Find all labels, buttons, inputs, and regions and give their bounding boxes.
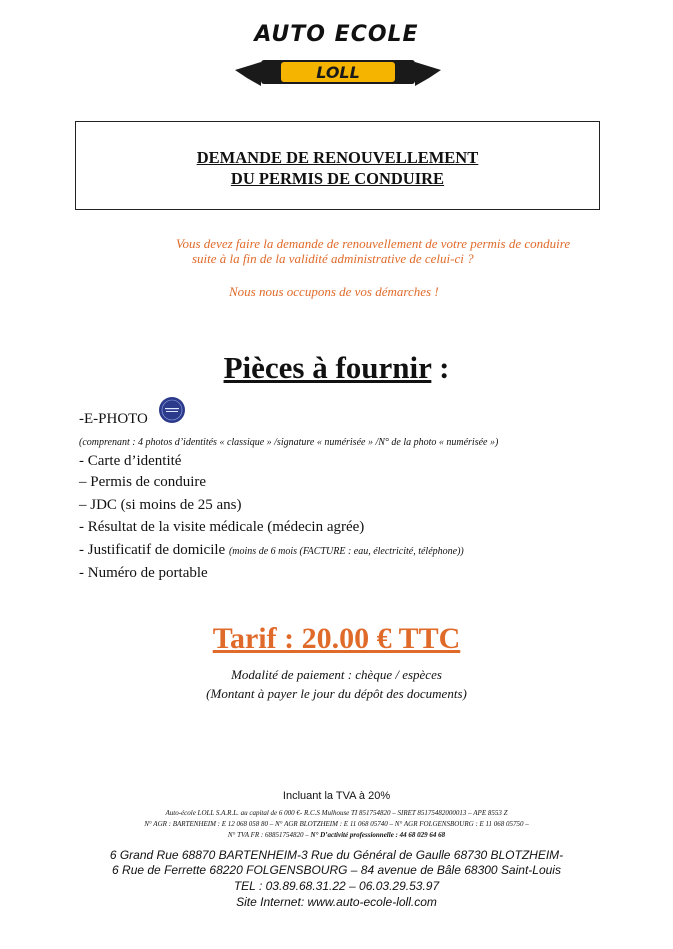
list-item: – JDC (si moins de 25 ans) bbox=[79, 497, 242, 513]
pieces-heading-colon: : bbox=[431, 350, 450, 385]
address-line-1: 6 Grand Rue 68870 BARTENHEIM-3 Rue du Général de Gaulle 68730 BLOTZHEIM- bbox=[109, 848, 564, 862]
list-item: – Permis de conduire bbox=[79, 474, 207, 490]
intro-line-2: suite à la fin de la validité administrative de celui-ci ? bbox=[192, 251, 474, 266]
logo-title: AUTO ECOLE bbox=[254, 22, 419, 47]
phone-numbers: TEL : 03.89.68.31.22 – 06.03.29.53.97 bbox=[233, 879, 440, 893]
legal-activity-number: N° D’activité professionnelle : 44 68 029 64 68 bbox=[310, 831, 446, 839]
payment-methods: Modalité de paiement : chèque / espèces bbox=[231, 667, 442, 682]
list-item-domicile bbox=[79, 541, 464, 561]
ephoto-label: -E-PHOTO bbox=[79, 411, 148, 427]
website-link[interactable]: Site Internet: www.auto-ecole-loll.com bbox=[236, 895, 437, 909]
title-line-2: DU PERMIS DE CONDUIRE bbox=[230, 169, 445, 188]
pieces-heading bbox=[0, 350, 673, 386]
legal-line-1: Auto-école LOLL S.A.R.L. au capital de 6 000 €- R.C.S Mulhouse TI 851754820 – SIRET 85175482000013 – APE 8553 Z bbox=[165, 809, 508, 817]
pieces-heading-text: Pièces à fournir bbox=[223, 350, 432, 385]
title-line-1: DEMANDE DE RENOUVELLEMENT bbox=[196, 148, 479, 167]
logo-ribbon-text: LOLL bbox=[316, 63, 360, 82]
domicile-note: (moins de 6 mois (FACTURE : eau, électricité, téléphone)) bbox=[228, 546, 464, 557]
ephoto-badge-icon bbox=[158, 396, 186, 424]
logo-ribbon bbox=[233, 56, 443, 88]
intro-line-3: Nous nous occupons de vos démarches ! bbox=[229, 284, 439, 299]
address-line-2: 6 Rue de Ferrette 68220 FOLGENSBOURG – 84 avenue de Bâle 68300 Saint-Louis bbox=[112, 863, 561, 877]
ephoto-detail: (comprenant : 4 photos d’identités « classique » /signature « numérisée » /N° de la photo « numérisée ») bbox=[79, 437, 499, 448]
payment-note: (Montant à payer le jour du dépôt des documents) bbox=[206, 686, 467, 701]
intro-line-1: Vous devez faire la demande de renouvellement de votre permis de conduire bbox=[176, 236, 571, 251]
legal-line-3 bbox=[0, 830, 673, 840]
list-item: - Résultat de la visite médicale (médecin agrée) bbox=[79, 519, 365, 535]
tarif-price: Tarif : 20.00 € TTC bbox=[212, 622, 461, 655]
list-item: - Numéro de portable bbox=[79, 565, 208, 581]
footer-tva: Incluant la TVA à 20% bbox=[282, 790, 391, 802]
legal-tva-number: N° TVA FR : 68851754820 – bbox=[227, 831, 311, 839]
list-item-domicile-label: - Justificatif de domicile bbox=[79, 542, 226, 558]
title-box bbox=[75, 121, 600, 210]
list-item: - Carte d’identité bbox=[79, 453, 182, 469]
legal-line-2: N° AGR : BARTENHEIM : E 12 068 058 80 – N° AGR BLOTZHEIM : E 11 068 05740 – N° AGR FOLGENSBOURG : E 11 068 05750 – bbox=[144, 820, 529, 828]
